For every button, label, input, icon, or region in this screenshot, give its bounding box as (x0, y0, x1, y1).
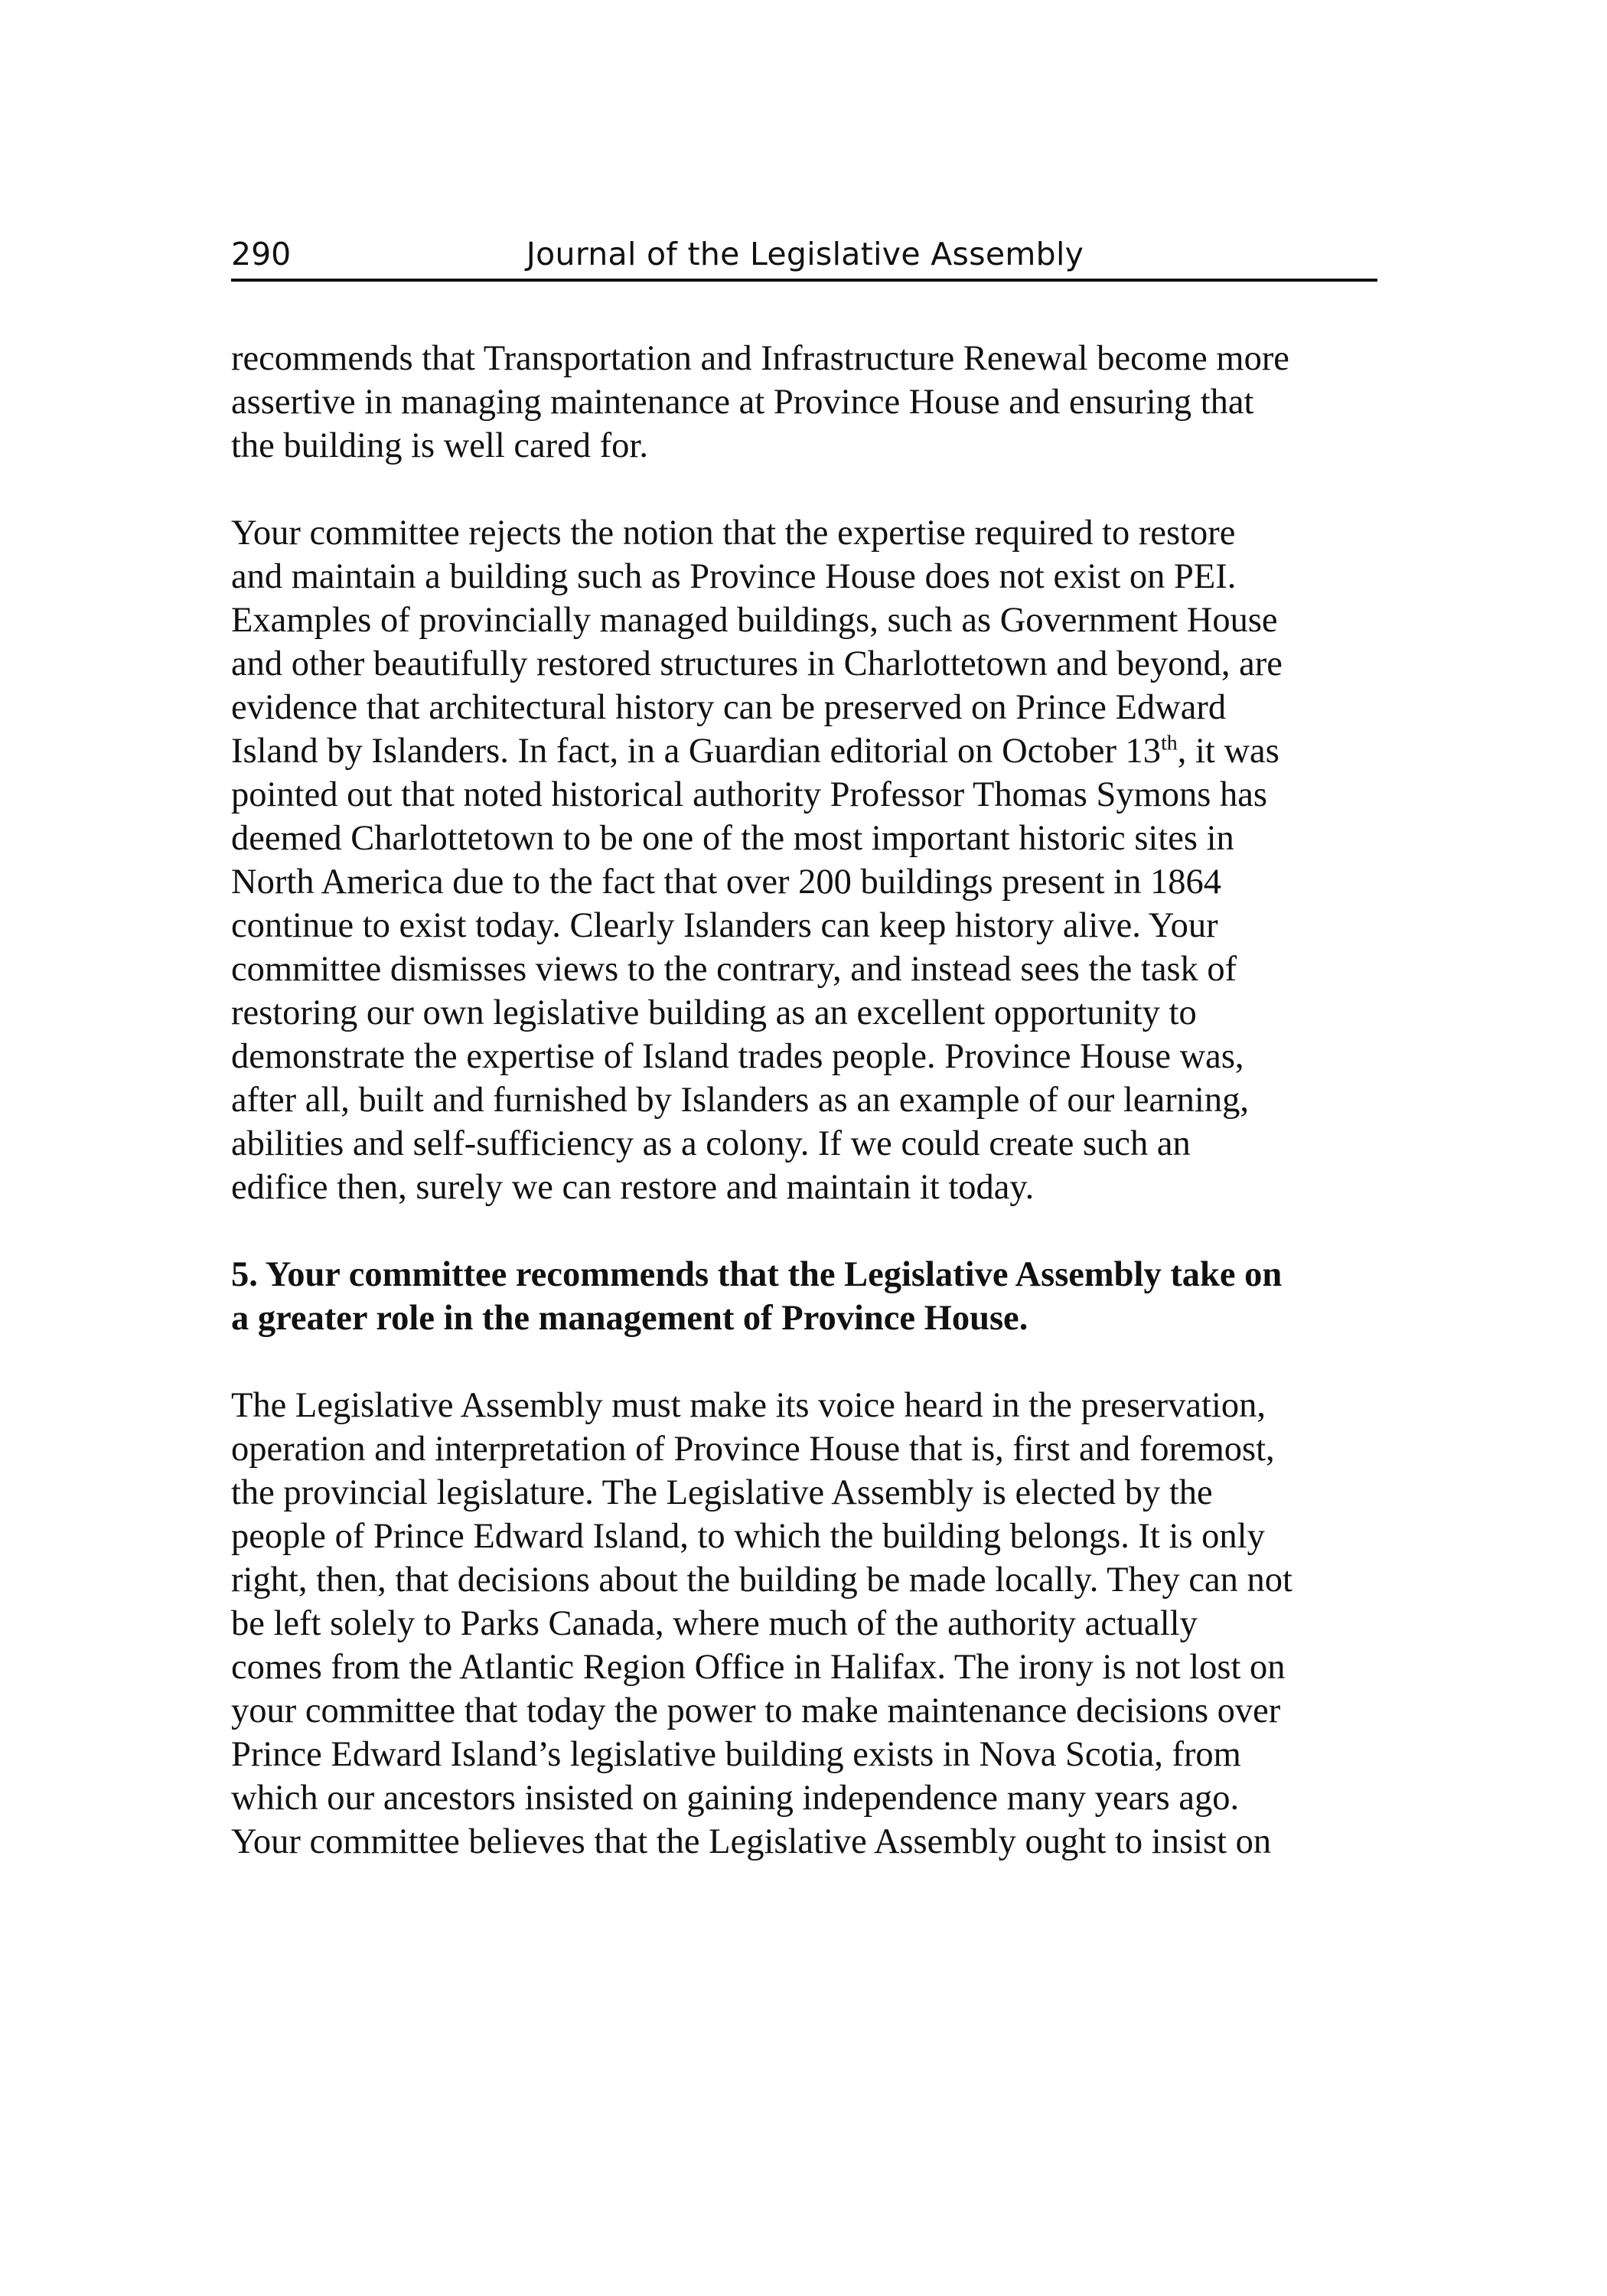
text-line: 5. Your committee recommends that the Legislative Assembly take on (231, 1255, 1283, 1294)
page-number: 290 (231, 236, 292, 272)
text-line: deemed Charlottetown to be one of the most important historic sites in (231, 819, 1234, 858)
text-line (231, 729, 1379, 773)
text-run: Island by Islanders. In fact, in a Guardian editorial on October 13 (231, 732, 1162, 771)
text-line: comes from the Atlantic Region Office in Halifax. The irony is not lost on (231, 1648, 1286, 1687)
running-title: Journal of the Legislative Assembly (526, 236, 1084, 272)
text-line: and other beautifully restored structures in Charlottetown and beyond, are (231, 644, 1283, 683)
text-line: your committee that today the power to make maintenance decisions over (231, 1691, 1281, 1730)
text-line: pointed out that noted historical authority Professor Thomas Symons has (231, 775, 1267, 814)
text-line: continue to exist today. Clearly Islanders can keep history alive. Your (231, 906, 1218, 945)
text-line: Your committee rejects the notion that the expertise required to restore (231, 514, 1236, 553)
paragraph (231, 511, 1379, 1209)
text-line: which our ancestors insisted on gaining independence many years ago. (231, 1779, 1240, 1818)
text-line: the provincial legislature. The Legislative Assembly is elected by the (231, 1473, 1213, 1512)
text-line: demonstrate the expertise of Island trades people. Province House was, (231, 1037, 1244, 1076)
text-line: North America due to the fact that over 200 buildings present in 1864 (231, 863, 1221, 902)
text-line: evidence that architectural history can be preserved on Prince Edward (231, 688, 1227, 727)
text-line: edifice then, surely we can restore and maintain it today. (231, 1168, 1035, 1207)
text-line: recommends that Transportation and Infrastructure Renewal become more (231, 339, 1289, 378)
text-run: , it was (1177, 732, 1279, 771)
text-line: Your committee believes that the Legislative Assembly ought to insist on (231, 1822, 1272, 1861)
text-line: the building is well cared for. (231, 426, 648, 465)
body-text (231, 337, 1379, 1907)
paragraph (231, 337, 1379, 468)
text-line: assertive in managing maintenance at Province House and ensuring that (231, 383, 1254, 422)
text-line: Prince Edward Island’s legislative building exists in Nova Scotia, from (231, 1735, 1241, 1774)
text-line: restoring our own legislative building as an excellent opportunity to (231, 993, 1197, 1032)
text-line: operation and interpretation of Province House that is, first and foremost, (231, 1430, 1275, 1469)
ordinal-superscript: th (1161, 731, 1178, 755)
text-line: The Legislative Assembly must make its voice heard in the preservation, (231, 1386, 1266, 1425)
text-line: people of Prince Edward Island, to which the building belongs. It is only (231, 1517, 1265, 1556)
page-header (231, 230, 1377, 282)
text-line: Examples of provincially managed buildings, such as Government House (231, 601, 1278, 640)
text-line: after all, built and furnished by Islanders as an example of our learning, (231, 1081, 1249, 1120)
text-line: and maintain a building such as Province House does not exist on PEI. (231, 557, 1237, 596)
section-heading (231, 1253, 1379, 1340)
text-line: committee dismisses views to the contrary, and instead sees the task of (231, 950, 1237, 989)
text-line: right, then, that decisions about the building be made locally. They can not (231, 1561, 1292, 1600)
paragraph (231, 1384, 1379, 1864)
text-line: abilities and self-sufficiency as a colony. If we could create such an (231, 1124, 1191, 1163)
text-line: a greater role in the management of Province House. (231, 1299, 1028, 1338)
text-line: be left solely to Parks Canada, where much of the authority actually (231, 1604, 1198, 1643)
